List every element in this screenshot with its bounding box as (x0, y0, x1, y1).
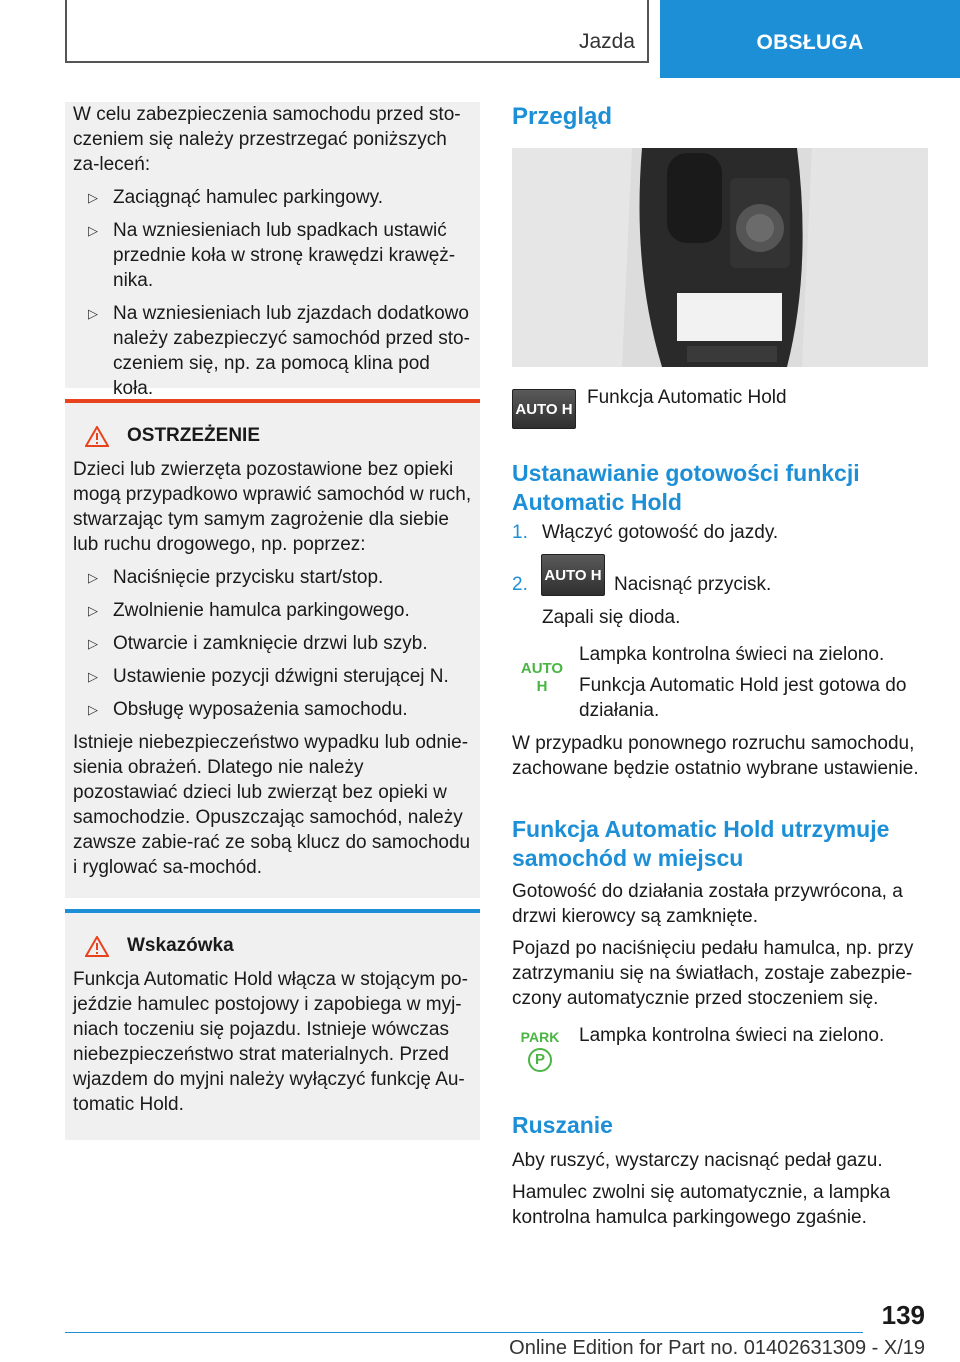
warning-icon (85, 936, 109, 957)
list-item: ▷ Na wzniesieniach lub spadkach ustawić przednie koła w stronę krawędzi krawęż-nika. (88, 220, 456, 291)
warning-consequence: Istnieje niebezpieczeństwo wypadku lub odnie-sienia obrażeń. Dlatego nie należy pozostawiać dzieci lub zwierząt bez opieki w samochodzie. Opuszczając samochód, należy zawsze zabie-rać ze sobą klucz do samochodu i ryglować sa-mochód. (73, 732, 471, 878)
intro-text: W celu zabezpieczenia samochodu przed sto-czeniem się należy przestrzegać poniższych za-leceń: (73, 104, 461, 175)
hold-title: Funkcja Automatic Hold utrzymuje samochód w miejscu (512, 816, 890, 871)
restart-text: W przypadku ponownego rozruchu samochodu, zachowane będzie ostatnio wybrane ustawienie. (512, 733, 919, 779)
intro-list (73, 185, 472, 401)
footer-edition: Online Edition for Part no. 01402631309 - X/19 (509, 1337, 925, 1359)
intro-box (65, 102, 480, 399)
warning-text: Dzieci lub zwierzęta pozostawione bez opieki mogą przypadkowo wprawić samochód w ruch, stwarzając tym samym zagrożenie dla siebie lub ruchu drogowego, np. poprzez: (73, 459, 472, 555)
list-item: ▷ Na wzniesieniach lub zjazdach dodatkowo należy zabezpieczyć samochód przed sto-czeniem się, np. za pomocą klina pod koła. (88, 303, 470, 399)
bullet-triangle-icon: ▷ (88, 570, 98, 585)
bullet-triangle-icon: ▷ (88, 636, 98, 651)
footer-divider (65, 1332, 863, 1333)
note-heading (73, 935, 472, 957)
list-item: ▷ Otwarcie i zamknięcie drzwi lub szyb. (88, 633, 428, 654)
warning-icon (85, 426, 109, 447)
warning-box (65, 399, 480, 898)
warning-list (73, 565, 472, 722)
header-frame (65, 0, 649, 63)
hold-text-1: Gotowość do działania została przywrócona, a drzwi kierowcy są zamknięte. (512, 881, 903, 927)
bullet-triangle-icon: ▷ (88, 190, 98, 205)
list-item: ▷ Zwolnienie hamulca parkingowego. (88, 600, 410, 621)
indicator-text-1: Lampka kontrolna świeci na zielono. (579, 644, 885, 665)
chapter-tab-label: OBSŁUGA (756, 31, 864, 54)
center-console-illustration (512, 148, 928, 367)
bullet-triangle-icon: ▷ (88, 306, 98, 321)
step-2-text: Nacisnąć przycisk. (614, 574, 772, 595)
start-title: Ruszanie (512, 1112, 613, 1138)
center-console-photo (512, 148, 928, 367)
note-title: Wskazówka (127, 935, 234, 956)
list-item: ▷ Naciśnięcie przycisku start/stop. (88, 567, 384, 588)
indicator-text-2: Funkcja Automatic Hold jest gotowa do działania. (579, 675, 907, 721)
park-text: Lampka kontrolna świeci na zielono. (579, 1025, 885, 1046)
note-box (65, 909, 480, 1140)
bullet-triangle-icon: ▷ (88, 223, 98, 238)
chapter-tab (660, 0, 960, 78)
hold-text-2: Pojazd po naciśnięciu pedału hamulca, np. przy zatrzymaniu się na światłach, zostaje zabezpie-czony automatycznie przed stoczeniem się. (512, 938, 914, 1009)
bullet-triangle-icon: ▷ (88, 603, 98, 618)
park-indicator-icon: PARK P (516, 1030, 564, 1072)
bullet-triangle-icon: ▷ (88, 702, 98, 717)
auto-hold-indicator-icon: AUTO H (520, 660, 564, 695)
overview-title: Przegląd (512, 103, 613, 130)
page-number: 139 (881, 1300, 925, 1330)
section-title: Jazda (578, 30, 635, 53)
start-text-1: Aby ruszyć, wystarczy nacisnąć pedał gazu. (512, 1150, 883, 1171)
list-item: ▷ Obsługę wyposażenia samochodu. (88, 699, 408, 720)
start-text-2: Hamulec zwolni się automatycznie, a lampka kontrolna hamulca parkingowego zgaśnie. (512, 1182, 891, 1228)
auto-hold-button-image: AUTO H (512, 389, 576, 429)
step-1: 1. Włączyć gotowość do jazdy. (512, 522, 779, 543)
list-item: ▷ Zaciągnąć hamulec parkingowy. (88, 187, 384, 208)
readiness-title: Ustanawianie gotowości funkcji Automatic Hold (512, 460, 860, 515)
led-text: Zapali się dioda. (542, 607, 681, 628)
step-2-number: 2. (512, 574, 528, 595)
list-item: ▷ Ustawienie pozycji dźwigni sterującej N. (88, 666, 449, 687)
bullet-triangle-icon: ▷ (88, 669, 98, 684)
auto-hold-caption: Funkcja Automatic Hold (587, 387, 787, 408)
note-text: Funkcja Automatic Hold włącza w stojącym po-jeździe hamulec postojowy i zapobiega w myj-niach toczeniu się pojazdu. Istnieje wówczas niebezpieczeństwo strat materialnych. Przed wjazdem do myjni należy wyłączyć funkcję Au-tomatic Hold. (73, 969, 468, 1115)
warning-heading (73, 425, 472, 447)
overview-heading-wrap (512, 102, 928, 132)
warning-title: OSTRZEŻENIE (127, 425, 261, 446)
auto-hold-button-image: AUTO H (541, 554, 605, 596)
